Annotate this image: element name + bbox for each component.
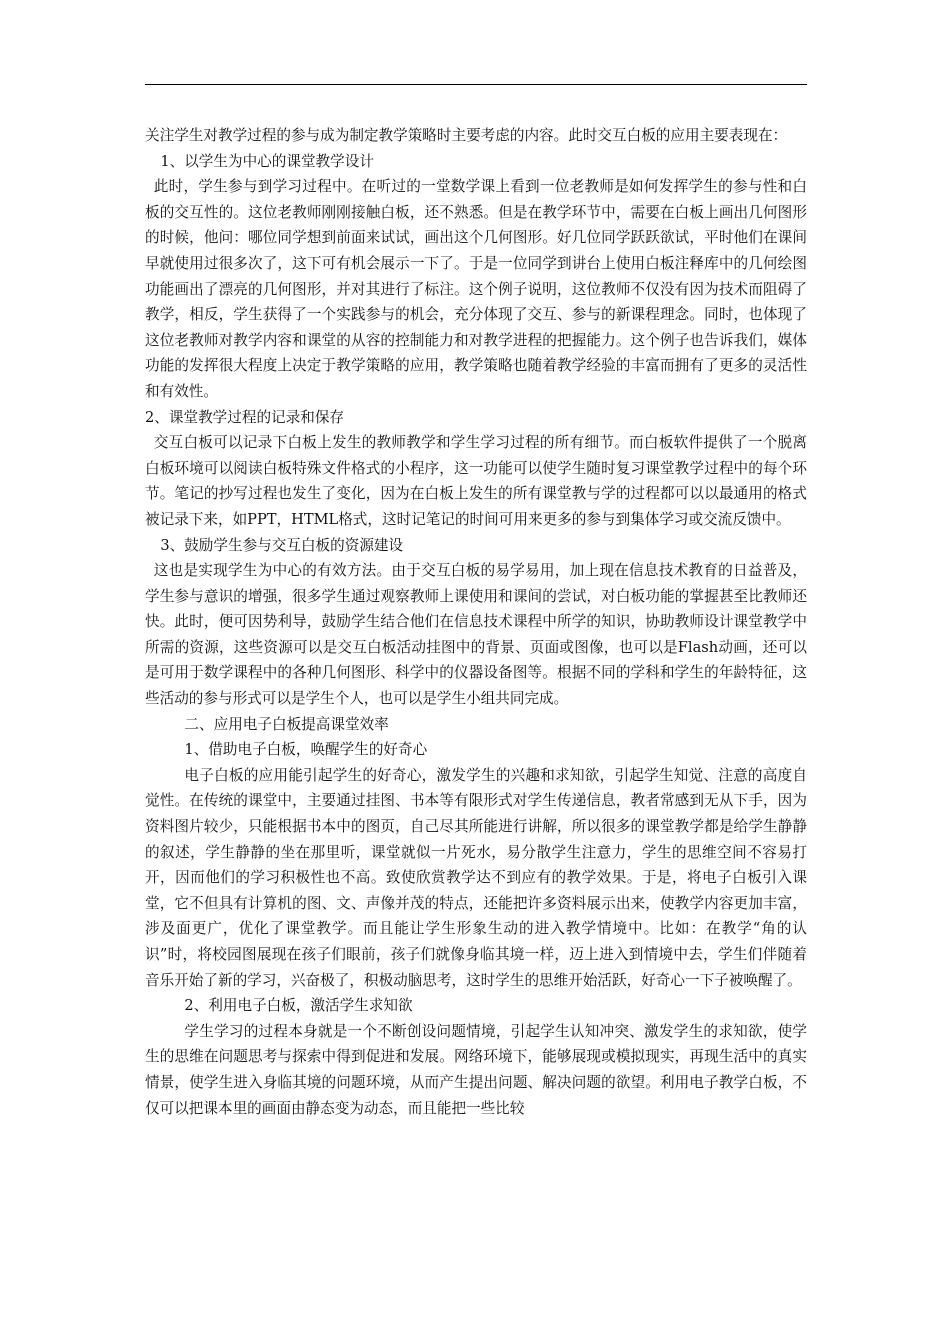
subheading-1: 1、以学生为中心的课堂教学设计 (160, 152, 374, 170)
subheading-2-1: 1、借助电子白板，唤醒学生的好奇心 (184, 741, 428, 759)
paragraph-intro: 关注学生对教学过程的参与成为制定教学策略时主要考虑的内容。此时交互白板的应用主要表现在： (145, 127, 788, 144)
paragraph-2: 交互白板可以记录下白板上发生的教师教学和学生学习过程的所有细节。而白板软件提供了一个脱离白板环境可以阅读白板特殊文件格式的小程序，这一功能可以使学生随时复习课堂教学过程中的每个环节。笔记的抄写过程也发生了变化，因为在白板上发生的所有课堂教与学的过程都可以以最通用的格式被记录下来，如PPT，HTML格式，这时记笔记的时间可用来更多的参与到集体学习或交流反馈中。 (145, 434, 807, 528)
paragraph-2-2: 学生学习的过程本身就是一个不断创设问题情境，引起学生认知冲突、激发学生的求知欲，使学生的思维在问题思考与探索中得到促进和发展。网络环境下，能够展现或模拟现实，再现生活中的真实情景，使学生进入身临其境的问题环境，从而产生提出问题、解决问题的欲望。利用电子教学白板，不仅可以把课本里的画面由静态变为动态，而且能把一些比较 (145, 1022, 807, 1117)
subheading-2: 2、课堂教学过程的记录和保存 (145, 408, 345, 426)
paragraph-1: 此时，学生参与到学习过程中。在听过的一堂数学课上看到一位老教师是如何发挥学生的参与性和白板的交互性的。这位老教师刚刚接触白板，还不熟悉。但是在教学环节中，需要在白板上画出几何图形的时候，他问：哪位同学想到前面来试试，画出这个几何图形。好几位同学跃跃欲试，平时他们在课间早就使用过很多次了，这下可有机会展示一下了。于是一位同学到讲台上使用白板注释库中的几何绘图功能画出了漂亮的几何图形，并对其进行了标注。这个例子说明，这位教师不仅没有因为技术而阻碍了教学，相反，学生获得了一个实践参与的机会，充分体现了交互、参与的新课程理念。同时，也体现了这位老教师对教学内容和课堂的从容的控制能力和对教学进程的把握能力。这个例子也告诉我们，媒体功能的发挥很大程度上决定于教学策略的应用，教学策略也随着教学经验的丰富而拥有了更多的灵活性和有效性。 (145, 178, 807, 400)
subheading-3: 3、鼓励学生参与交互白板的资源建设 (160, 536, 404, 554)
subheading-2-2: 2、利用电子白板，激活学生求知欲 (184, 997, 413, 1015)
section-heading-2: 二、应用电子白板提高课堂效率 (184, 715, 389, 733)
document-body (145, 123, 807, 1121)
header-rule (145, 84, 807, 85)
paragraph-2-1: 电子白板的应用能引起学生的好奇心，激发学生的兴趣和求知欲，引起学生知觉、注意的高度自觉性。在传统的课堂中，主要通过挂图、书本等有限形式对学生传递信息，教者常感到无从下手，因为资料图片较少，只能根据书本中的图页，自己尽其所能进行讲解，所以很多的课堂教学都是给学生静静的叙述，学生静静的坐在那里听，课堂就似一片死水，易分散学生注意力，学生的思维空间不容易打开，因而他们的学习积极性也不高。致使欣赏教学达不到应有的教学效果。于是，将电子白板引入课堂，它不但具有计算机的图、文、声像并茂的特点，还能把许多资料展示出来，使教学内容更加丰富，涉及面更广，优化了课堂教学。而且能让学生形象生动的进入教学情境中。比如：在教学“角的认识”时，将校园图展现在孩子们眼前，孩子们就像身临其境一样，迈上进入到情境中去，学生们伴随着音乐开始了新的学习，兴奋极了，积极动脑思考，这时学生的思维开始活跃，好奇心一下子被唤醒了。 (145, 766, 807, 989)
paragraph-3: 这也是实现学生为中心的有效方法。由于交互白板的易学易用，加上现在信息技术教育的日益普及，学生参与意识的增强，很多学生通过观察教师上课使用和课间的尝试，对白板功能的掌握甚至比教师还快。此时，便可因势利导，鼓励学生结合他们在信息技术课程中所学的知识，协助教师设计课堂教学中所需的资源，这些资源可以是交互白板活动挂图中的背景、页面或图像，也可以是Flash动画，还可以是可用于数学课程中的各种几何图形、科学中的仪器设备图等。根据不同的学科和学生的年龄特征，这些活动的参与形式可以是学生个人，也可以是学生小组共同完成。 (145, 562, 807, 708)
